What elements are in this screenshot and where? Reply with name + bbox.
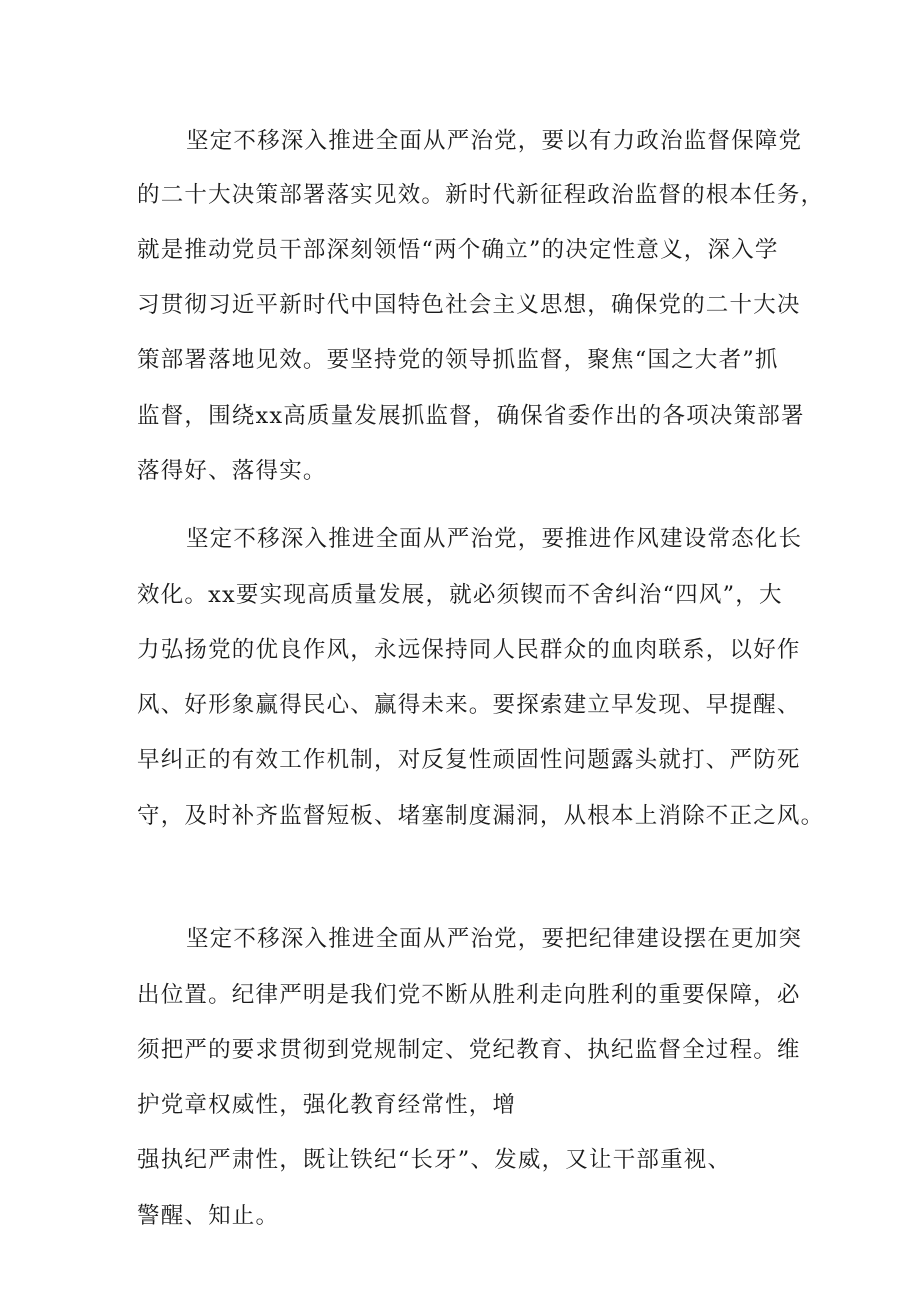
paragraph-line: 坚定不移深入推进全面从严治党，要以有力政治监督保障党 [186,128,803,154]
paragraph-line: 的二十大决策部署落实见效。新时代新征程政治监督的根本任务， [137,182,825,208]
paragraph-line: 监督，围绕xx高质量发展抓监督，确保省委作出的各项决策部署 [137,403,805,429]
paragraph-line: 策部署落地见效。要坚持党的领导抓监督，聚焦“国之大者”抓 [137,347,779,373]
paragraph-line: 习贯彻习近平新时代中国特色社会主义思想，确保党的二十大决 [137,292,801,318]
paragraph-line: 效化。xx要实现高质量发展，就必须锲而不舍纠治“四风”，大 [137,582,783,608]
paragraph-line: 须把严的要求贯彻到党规制定、党纪教育、执纪监督全过程。维 [137,1037,801,1063]
paragraph-line: 就是推动党员干部深刻领悟“两个确立”的决定性意义，深入学 [137,237,779,263]
paragraph-line: 风、好形象赢得民心、赢得未来。要探索建立早发现、早提醒、 [137,692,801,718]
paragraph-line: 坚定不移深入推进全面从严治党，要把纪律建设摆在更加突 [186,926,803,952]
paragraph-line: 落得好、落得实。 [137,458,327,484]
paragraph-line: 警醒、知止。 [137,1203,280,1229]
paragraph-line: 坚定不移深入推进全面从严治党，要推进作风建设常态化长 [186,526,803,552]
paragraph-line: 早纠正的有效工作机制，对反复性顽固性问题露头就打、严防死 [137,747,801,773]
paragraph-line: 出位置。纪律严明是我们党不断从胜利走向胜利的重要保障，必 [137,982,801,1008]
paragraph-line: 守，及时补齐监督短板、堵塞制度漏洞，从根本上消除不正之风。 [137,803,825,829]
paragraph-line: 力弘扬党的优良作风，永远保持同人民群众的血肉联系，以好作 [137,637,801,663]
paragraph-line: 护党章权威性，强化教育经常性，增 [137,1092,517,1118]
paragraph-line: 强执纪严肃性，既让铁纪“长牙”、发威，又让干部重视、 [137,1147,732,1173]
